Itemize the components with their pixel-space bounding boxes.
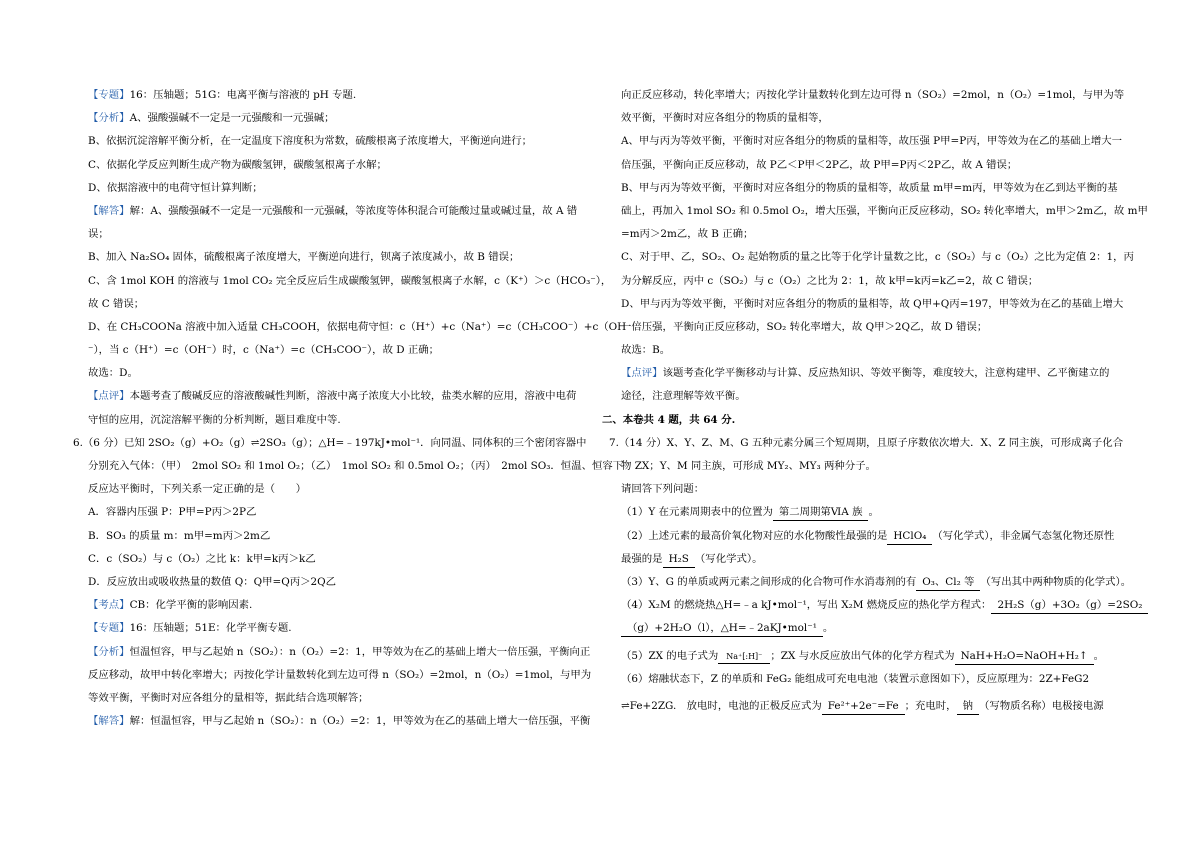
text-line: 【分析】恒温恒容，甲与乙起始 n（SO₂）：n（O₂）=2：1，甲等效为在乙的基础上增大一倍压强，平衡向正: [88, 645, 591, 658]
text-line: 一倍压强，平衡向正反应移动，SO₂ 转化率增大，故 Q甲＞2Q乙，故 D 错误；: [621, 320, 988, 333]
section-tag: 【解答】: [88, 715, 130, 728]
question-7-stem: 7.（14 分）X、Y、Z、M、G 五种元素分属三个短周期，且原子序数依次增大．X、Z 同主族，可形成离子化合: [609, 436, 1124, 449]
electron-formula: Na⁺[:H]⁻: [718, 651, 770, 664]
text-line: 为分解反应，丙中 c（SO₂）与 c（O₂）之比为 2：1，故 k甲=k丙=k乙=2，故 C 错误；: [621, 274, 1039, 287]
option-b: B．SO₃ 的质量 m：m甲=m丙＞2m乙: [88, 529, 271, 542]
answer: 钠: [957, 699, 979, 715]
text-line: ⁻），当 c（H⁺）=c（OH⁻）时，c（Na⁺）=c（CH₃COO⁻），故 D 正确；: [88, 344, 440, 357]
text-line: 效平衡，平衡时对应各组分的物质的量相等，: [621, 112, 829, 125]
answer: Fe²⁺+2e⁻=Fe: [822, 699, 905, 715]
answer: HClO₄: [887, 529, 932, 545]
text-line: 途径，注意理解等效平衡。: [621, 390, 746, 403]
section-tag: 【专题】: [88, 89, 130, 101]
text: （4）X₂M 的燃烧热△H=﹣a kJ•mol⁻¹，写出 X₂M 燃烧反应的热化学方程式：: [621, 599, 992, 612]
text-line: C、依据化学反应判断生成产物为碳酸氢钾，碳酸氢根离子水解；: [88, 158, 387, 171]
text-line: 【专题】16：压轴题；51G：电离平衡与溶液的 pH 专题.: [88, 89, 357, 101]
text-line: 向正反应移动，转化率增大；丙按化学计量数转化到左边可得 n（SO₂）=2mol，n（O₂）=1mol，与甲为等: [621, 89, 1125, 101]
text-line: 【解答】解：恒温恒容，甲与乙起始 n（SO₂）：n（O₂）=2：1，甲等效为在乙的基础上增大一倍压强，平衡: [88, 715, 591, 728]
answer: NaH+H₂O=NaOH+H₂↑: [955, 649, 1094, 665]
text-line: B、加入 Na₂SO₄ 固体，硫酸根离子浓度增大，平衡逆向进行，钡离子浓度减小，故 B 错误；: [88, 251, 520, 264]
text: 。: [822, 622, 834, 635]
section-tag: 【点评】: [88, 390, 130, 403]
text-line: 守恒的应用，沉淀溶解平衡的分析判断，题目难度中等.: [88, 413, 341, 426]
section-tag: 【考点】: [88, 599, 130, 612]
text-line: 故选：D。: [88, 367, 138, 380]
text-line: 【考点】CB：化学平衡的影响因素.: [88, 599, 253, 612]
text: ⇌Fe+2ZG. 放电时，电池的正极反应式为: [621, 699, 822, 712]
right-column: [602, 84, 1148, 718]
section-tag: 【分析】: [88, 112, 130, 125]
text-line: 故选：B。: [621, 344, 671, 357]
text: ；充电时，: [904, 699, 957, 712]
text-line: 【点评】该题考查化学平衡移动与计算、反应热知识、等效平衡等，难度较大，注意构建甲、乙平衡建立的: [621, 367, 1110, 380]
option-c: C．c（SO₂）与 c（O₂）之比 k：k甲=k丙＞k乙: [88, 552, 316, 565]
text: ；ZX 与水反应放出气体的化学方程式为: [770, 649, 955, 662]
question-7-stem: 请回答下列问题：: [621, 483, 705, 496]
question-6-stem: 6.（6 分）已知 2SO₂（g）+O₂（g）⇌2SO₃（g）；△H=﹣197kJ•mol⁻¹．向同温、同体积的三个密闭容器中: [73, 436, 587, 449]
answer: O₃、Cl₂ 等: [916, 575, 980, 591]
text: （写物质名称）电极接电源: [978, 699, 1104, 712]
question-6-stem: 反应达平衡时，下列关系一定正确的是（ ）: [88, 483, 307, 496]
text-line: 倍压强，平衡向正反应移动，故 P乙＜P甲＜2P乙，故 P甲=P丙＜2P乙，故 A 错误；: [621, 158, 1018, 171]
text-line: 【分析】A、强酸强碱不一定是一元强酸和一元强碱；: [88, 112, 335, 125]
text-line: C、对于甲、乙，SO₂、O₂ 起始物质的量之比等于化学计量数之比，c（SO₂）与 c（O₂）之比为定值 2：1，丙: [621, 251, 1134, 264]
sub-question-2: [621, 525, 1135, 548]
question-6-stem: 分别充入气体：（甲） 2mol SO₂ 和 1mol O₂；（乙） 1mol SO₂ 和 0.5mol O₂；（丙） 2mol SO₃．恒温、恒容下: [88, 460, 624, 472]
text: （3）Y、G 的单质或两元素之间形成的化合物可作水消毒剂的有: [621, 575, 917, 588]
answer: 第二周期第ⅥA 族: [773, 505, 869, 521]
text-line: D、依据溶液中的电荷守恒计算判断；: [88, 181, 263, 194]
text-line: =m丙＞2m乙，故 B 正确；: [621, 228, 754, 241]
text-line: B、甲与丙为等效平衡，平衡时对应各组分的物质的量相等，故质量 m甲=m丙，甲等效为在乙到达平衡的基: [621, 181, 1118, 194]
option-a: A．容器内压强 P：P甲=P丙＞2P乙: [88, 506, 257, 519]
text: （写出其中两种物质的化学式）。: [980, 575, 1132, 588]
section-tag: 【点评】: [621, 367, 663, 380]
answer: （g）+2H₂O（l），△H=﹣2aKJ•mol⁻¹: [621, 621, 823, 637]
left-column: [73, 84, 627, 733]
question-7-stem: 物 ZX；Y、M 同主族，可形成 MY₂、MY₃ 两种分子。: [621, 460, 876, 472]
text: 最强的是: [621, 552, 663, 565]
sub-question-1: [621, 501, 1135, 524]
text-line: 础上，再加入 1mol SO₂ 和 0.5mol O₂，增大压强，平衡向正反应移动，SO₂ 转化率增大，m甲＞2m乙，故 m甲: [621, 204, 1148, 217]
text: （写化学式）。: [694, 552, 763, 565]
sub-question-6: （6）熔融状态下，Z 的单质和 FeG₂ 能组成可充电电池（装置示意图如下），反应原理为：2Z+FeG2: [621, 672, 1090, 685]
text-line: 【解答】解：A、强酸强碱不一定是一元强酸和一元强碱，等浓度等体积混合可能酸过量或碱过量，故 A 错: [88, 204, 578, 217]
sub-question-3: [621, 571, 1135, 594]
text-line: B、依据沉淀溶解平衡分析，在一定温度下溶度积为常数，硫酸根离子浓度增大，平衡逆向进行；: [88, 135, 533, 148]
text-line: D、甲与丙为等效平衡，平衡时对应各组分的物质的量相等，故 Q甲+Q丙=197，甲等效为在乙的基础上增大: [621, 297, 1124, 310]
text-line: D、在 CH₃COONa 溶液中加入适量 CH₃COOH，依据电荷守恒：c（H⁺）+c（Na⁺）=c（CH₃COO⁻）+c（OH: [88, 320, 627, 333]
sub-question-5: [621, 645, 1135, 668]
text: 。: [868, 506, 879, 519]
text-line: 反应移动，故甲中转化率增大；丙按化学计量数转化到左边可得 n（SO₂）=2mol，n（O₂）=1mol，与甲为: [88, 668, 592, 681]
option-d: D．反应放出或吸收热量的数值 Q：Q甲=Q丙＞2Q乙: [88, 575, 337, 588]
section-tag: 【分析】: [88, 645, 130, 658]
text: （1）Y 在元素周期表中的位置为: [621, 506, 773, 519]
sub-question-4: [621, 594, 1143, 617]
text: （5）ZX 的电子式为: [621, 649, 719, 662]
sub-question-2-cont: [621, 548, 1135, 571]
section-heading: 二、本卷共 4 题，共 64 分.: [602, 413, 736, 426]
sub-question-6-cont: [621, 695, 1135, 718]
text: （2）上述元素的最高价氧化物对应的水化物酸性最强的是: [621, 529, 888, 542]
text-line: 误；: [88, 228, 109, 241]
answer: 2H₂S（g）+3O₂（g）=2SO₂: [991, 598, 1148, 614]
text-line: A、甲与丙为等效平衡，平衡时对应各组分的物质的量相等，故压强 P甲=P丙，甲等效为在乙的基础上增大一: [621, 135, 1123, 148]
answer: H₂S: [663, 552, 695, 568]
text-line: 等效平衡，平衡时对应各组分的量相等，据此结合选项解答；: [88, 691, 369, 704]
text-line: 【点评】本题考查了酸碱反应的溶液酸碱性判断，溶液中离子浓度大小比较，盐类水解的应用，溶液中电荷: [88, 390, 577, 403]
text: （写化学式），非金属气态氢化物还原性: [932, 529, 1115, 542]
sub-question-4-cont: [621, 617, 1135, 640]
section-tag: 【专题】: [88, 622, 130, 635]
section-tag: 【解答】: [88, 204, 130, 217]
text-line: 【专题】16：压轴题；51E：化学平衡专题.: [88, 622, 292, 635]
text: 。: [1093, 649, 1104, 662]
text-line: 故 C 错误；: [88, 297, 145, 310]
text-line: C、含 1mol KOH 的溶液与 1mol CO₂ 完全反应后生成碳酸氢钾，碳酸氢根离子水解，c（K⁺）＞c（HCO₃⁻），: [88, 274, 612, 287]
